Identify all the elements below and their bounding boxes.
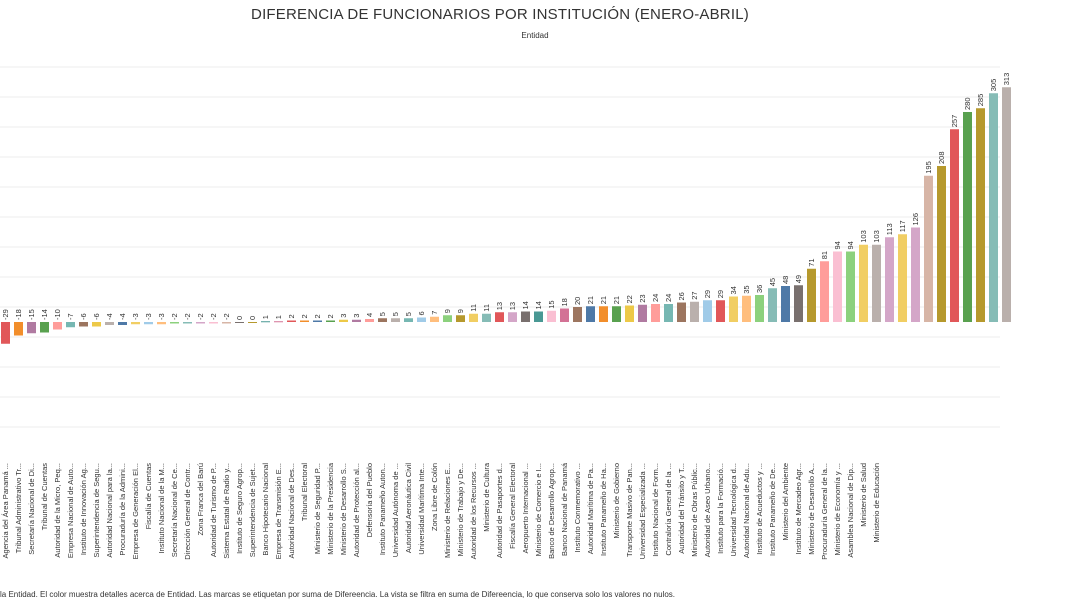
bar [690,302,699,322]
bar [872,245,881,322]
value-label: 13 [495,301,505,311]
bar [781,286,790,322]
bar [599,306,608,322]
bar [131,322,140,324]
value-label: 27 [690,291,700,300]
bar [235,322,244,323]
value-label: -2 [170,313,180,320]
bar [170,322,179,324]
bar [950,129,959,322]
bar [521,312,530,323]
value-label: 29 [703,289,713,299]
bar [534,312,543,323]
bar [755,295,764,322]
bar [846,252,855,323]
value-label: 285 [976,93,986,107]
bar [976,108,985,322]
bar [625,306,634,323]
value-label: 45 [768,277,778,287]
value-label: 5 [391,312,401,317]
category-label: Instituto de Innovación Ag... [79,463,89,556]
category-label: Ministerio de Comercio e I... [534,463,544,557]
category-label: Instituto de Mercadeo Agr... [794,463,804,555]
category-label: Banco Hipotecario Nacional [261,463,271,556]
value-label: -2 [209,313,219,320]
category-label: Autoridad de Turismo de P... [209,463,219,558]
bar [274,321,283,322]
value-label: -15 [27,309,37,320]
value-label: 3 [352,313,362,318]
bar [742,296,751,322]
value-label: 9 [443,309,453,314]
bar [586,306,595,322]
category-label: Tribunal Electoral [300,463,310,522]
value-label: 2 [326,314,336,319]
bar [157,322,166,324]
value-label: 126 [911,212,921,226]
bar [859,245,868,322]
category-label: Empresa de Transmisión E... [274,463,284,560]
bar [300,321,309,323]
value-label: 24 [664,293,674,302]
value-label: 113 [885,223,895,236]
bar [53,322,62,330]
category-label: Fiscalía de Cuentas [144,463,154,530]
value-label: 6 [417,311,427,316]
value-label: 24 [651,293,661,302]
category-label: Autoridad Aeronáutica Civil [404,463,414,554]
value-label: 313 [1002,72,1012,86]
category-label: Contraloría General de la ... [664,463,674,556]
category-label: Ministerio de Obras Públic... [690,463,700,557]
value-label: 1 [274,315,284,320]
category-label: Autoridad de los Recursos ... [469,463,479,560]
value-label: 15 [547,300,557,309]
category-label: Zona Franca del Barú [196,463,206,536]
value-label: -6 [79,313,89,320]
value-label: -6 [92,313,102,320]
bar [183,322,192,324]
category-label: Autoridad de Protección al... [352,463,362,558]
bar [911,228,920,323]
category-label: Ministerio de Desarrollo S... [339,463,349,556]
bar [469,314,478,322]
value-label: 94 [833,241,843,250]
value-label: -2 [196,313,206,320]
category-label: Instituto Panameño de Ha... [599,463,609,556]
category-label: Banco de Desarrollo Agrop... [547,463,557,559]
bar [729,297,738,323]
bar [209,322,218,324]
value-label: 5 [404,312,414,317]
value-label: -2 [222,313,232,320]
category-label: Autoridad de Pasaportes d... [495,463,505,559]
category-label: Ministerio de Educación [872,463,882,543]
column-header: Entidad [521,31,549,40]
value-label: 36 [755,284,765,293]
value-label: -3 [157,313,167,320]
value-label: 1 [261,315,271,320]
category-label: Universidad Marítima Inte... [417,463,427,555]
category-label: Instituto Panameño de De... [768,463,778,556]
category-label: Instituto de Acueductos y ... [755,463,765,555]
value-label: 103 [859,230,869,243]
category-label: Instituto para la Formació... [716,463,726,554]
bar [196,322,205,324]
category-label: Dirección General de Contr... [183,463,193,560]
value-label: -10 [53,309,63,320]
value-label: 11 [482,303,492,312]
value-label: 34 [729,286,739,295]
caption-footnote: la Entidad. El color muestra detalles acerca de Entidad. Las marcas se etiquetan por suma de Difereencia. La vista se filtra en suma de Difereencia, lo que conserva solo los valores no nulos. [0,590,676,599]
bar [456,315,465,322]
value-label: -14 [40,309,50,320]
bar [573,307,582,322]
category-label: Fiscalía General Electoral [508,463,518,549]
value-label: -4 [105,313,115,320]
bar [222,322,231,324]
bar [924,176,933,322]
value-label: 20 [573,296,583,305]
category-label: Ministerio de Salud [859,463,869,527]
category-label: Autoridad Nacional para la... [105,463,115,558]
value-label: 22 [625,295,635,304]
bar [105,322,114,325]
category-label: Universidad Especializada ... [638,463,648,560]
value-label: 48 [781,275,791,284]
value-label: 9 [456,309,466,314]
category-label: Asamblea Nacional de Dip... [846,463,856,558]
bar [937,166,946,322]
value-label: 117 [898,220,908,233]
value-label: -2 [183,313,193,320]
category-label: Autoridad de Aseo Urbano... [703,463,713,558]
value-label: 94 [846,241,856,250]
bar [495,312,504,322]
bar [261,321,270,322]
category-label: Autoridad Marítima de Pa... [586,463,596,555]
bar [404,318,413,322]
bar [963,112,972,322]
category-label: Secretaría Nacional de Di... [27,463,37,555]
value-label: 13 [508,301,518,311]
bar [807,269,816,322]
bar [508,312,517,322]
category-label: Ministerio de Cultura [482,463,492,532]
value-label: 2 [313,314,323,319]
value-label: 0 [235,315,245,320]
value-label: 7 [430,310,440,315]
bar [66,322,75,327]
value-label: 5 [378,312,388,317]
bar [768,288,777,322]
bar [287,321,296,323]
value-label: 71 [807,258,817,267]
value-label: 18 [560,298,570,307]
category-label: Procuraduría General de la... [820,463,830,560]
category-label: Instituto de Seguro Agrop... [235,463,245,554]
bar [352,320,361,322]
category-label: Instituto Conmemorativo ... [573,463,583,553]
category-label: Universidad Autónoma de ... [391,463,401,558]
category-label: Autoridad Nacional de Adu... [742,463,752,559]
value-label: 195 [924,161,934,174]
value-label: 14 [521,301,531,310]
bar [885,237,894,322]
bar [482,314,491,322]
value-label: 21 [599,295,609,305]
value-label: 23 [638,294,648,303]
category-label: Ministerio de Seguridad P... [313,463,323,555]
category-label: Aeropuerto Internacional ... [521,463,531,554]
bar [27,322,36,333]
bar [365,319,374,322]
bar [664,304,673,322]
category-label: Tribunal Administrativo Tr... [14,463,24,554]
category-label: Superintendencia de Sujet... [248,463,258,558]
value-label: -3 [144,313,154,320]
value-label: 103 [872,230,882,243]
category-label: Autoridad del Tránsito y T... [677,463,687,554]
bar [820,261,829,322]
bar [1002,87,1011,322]
category-label: Secretaría Nacional de Ce... [170,463,180,558]
category-label: Superintendencia de Segu... [92,463,102,558]
bar [118,322,127,325]
bar [612,306,621,322]
value-label: 208 [937,151,947,164]
bar [378,318,387,322]
category-label: Ministerio de Trabajo y De... [456,463,466,557]
bar [248,322,257,323]
bar [560,309,569,323]
value-label: 81 [820,250,830,260]
value-label: 2 [287,314,297,319]
category-label: Autoridad Nacional de Des... [287,463,297,559]
category-label: Tribunal de Cuentas [40,463,50,531]
value-label: -18 [14,309,24,320]
category-label: Ministerio de Economía y ... [833,463,843,556]
bar [391,318,400,322]
category-label: Ministerio del Ambiente [781,463,791,541]
value-label: 257 [950,114,960,128]
category-label: Ministerio de la Presidencia [326,463,336,555]
bar [898,234,907,322]
category-label: Ministerio de Gobierno [612,463,622,539]
value-label: -29 [1,309,11,320]
category-label: Instituto Nacional de Form... [651,463,661,557]
value-label: 21 [586,295,596,305]
bar [794,285,803,322]
value-label: 49 [794,274,804,284]
bar [40,322,49,333]
category-label: Autoridad de la Micro, Peq... [53,463,63,558]
category-label: Transporte Masivo de Pan... [625,463,635,557]
value-label: -3 [131,313,141,320]
bar [703,300,712,322]
value-label: 35 [742,285,752,294]
value-label: 4 [365,312,375,317]
category-label: Instituto Panameño Auton... [378,463,388,556]
value-label: 11 [469,303,479,312]
value-label: 29 [716,289,726,299]
category-label: Empresa de Generación El... [131,463,141,560]
bar [430,317,439,322]
bar [14,322,23,336]
category-label: Banco Nacional de Panamá [560,463,570,556]
value-label: 0 [248,315,258,320]
bar [651,304,660,322]
bar [989,93,998,322]
category-label: Defensoría del Pueblo [365,463,375,538]
category-label: Ministerio de Relaciones E... [443,463,453,559]
bar [339,320,348,322]
value-label: 26 [677,292,687,301]
bar [833,252,842,323]
value-label: -7 [66,313,76,320]
category-label: Agencia del Área Panamá ... [1,463,11,559]
value-label: 280 [963,97,973,110]
bar [79,322,88,327]
category-label: Sistema Estatal de Radio y... [222,463,232,559]
bar [716,300,725,322]
value-label: 2 [300,314,310,319]
category-label: Ministerio de Desarrollo A... [807,463,817,555]
value-label: 3 [339,313,349,318]
bar [677,303,686,323]
category-label: Procuraduría de la Admini... [118,463,128,556]
bar [144,322,153,324]
bar [1,322,10,344]
bar [326,321,335,323]
category-label: Zona Libre de Colón [430,463,440,531]
category-label: Empresa Nacional de Auto... [66,463,76,559]
bar [417,318,426,323]
value-label: 21 [612,295,622,305]
bar [443,315,452,322]
value-label: -4 [118,313,128,320]
bar [638,305,647,322]
bar [313,321,322,323]
value-label: 305 [989,78,999,92]
category-label: Instituto Nacional de la M... [157,463,167,554]
chart-title: DIFERENCIA DE FUNCIONARIOS POR INSTITUCIÓN (ENERO-ABRIL) [251,6,749,23]
bar [547,311,556,322]
bar [92,322,101,327]
category-label: Universidad Tecnológica d... [729,463,739,557]
value-label: 14 [534,301,544,310]
